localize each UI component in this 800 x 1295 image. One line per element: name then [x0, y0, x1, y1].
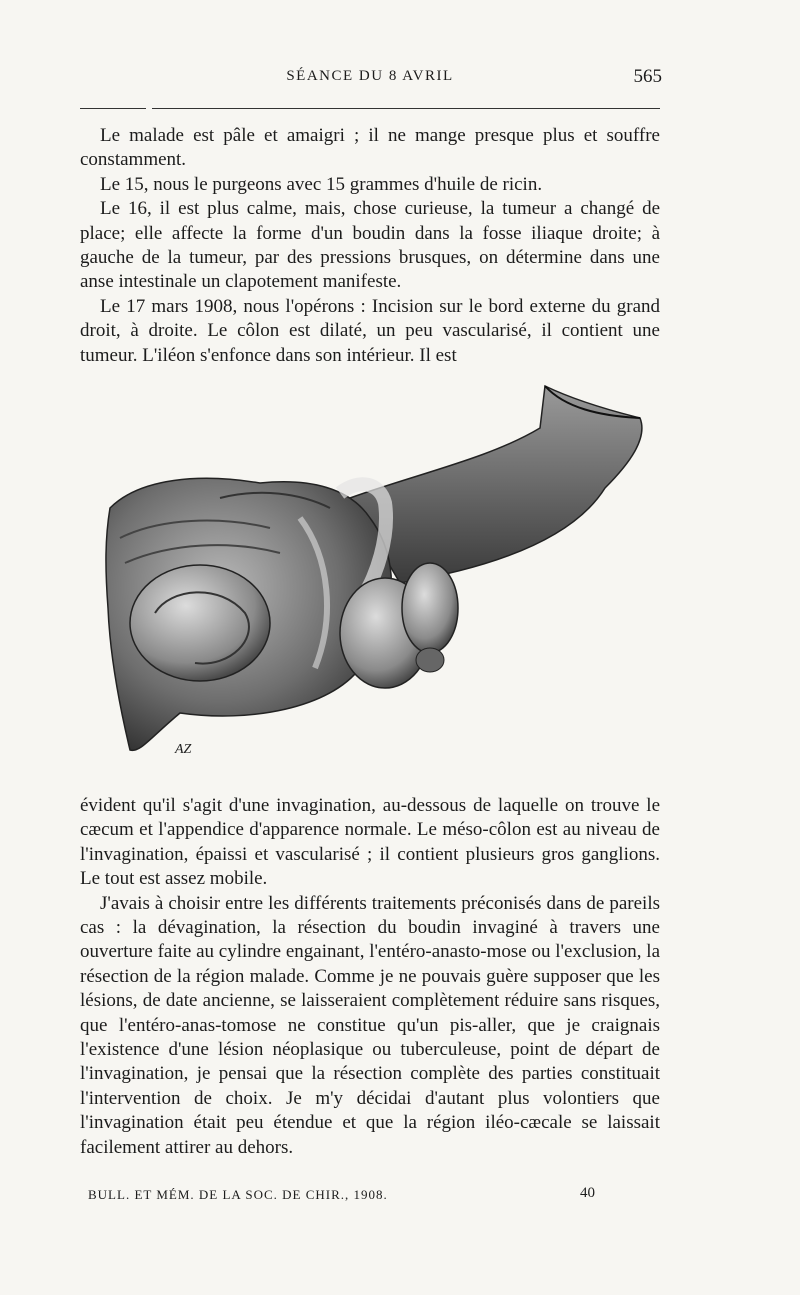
- running-head: [80, 66, 660, 90]
- page-number: 565: [633, 66, 662, 87]
- paragraph: Le malade est pâle et amaigri ; il ne mange presque plus et souffre constamment.: [80, 125, 660, 171]
- paragraph: Le 17 mars 1908, nous l'opérons : Incision sur le bord externe du grand droit, à droite. Le côlon est dilaté, un peu vascularisé, il contient une tumeur. L'iléon s'enfonce dans son intérieur. Il est: [80, 295, 660, 366]
- paragraph: évident qu'il s'agit d'une invagination, au-dessous de laquelle on trouve le cæcum et l'appendice d'apparence normale. Le méso-côlon est au niveau de l'invagination, épaissi et vascularisé ; il contient plusieurs gros ganglions. Le tout est assez mobile.: [80, 795, 660, 890]
- running-title: SÉANCE DU 8 AVRIL: [286, 68, 454, 84]
- paragraph: Le 16, il est plus calme, mais, chose curieuse, la tumeur a changé de place; elle affecte la forme d'un boudin dans la fosse iliaque droite; à gauche de la tumeur, par des pressions brusques, on détermine dans une anse intestinale un clapotement manifeste.: [80, 198, 660, 293]
- footer-signature-mark: 40: [580, 1185, 595, 1201]
- header-rule-left: [80, 108, 146, 109]
- paragraph: Le 15, nous le purgeons avec 15 grammes d'huile de ricin.: [100, 173, 543, 195]
- bottom-text-block: [80, 794, 660, 1160]
- paragraph: J'avais à choisir entre les différents traitements préconisés dans de pareils cas : la dévagination, la résection du boudin invaginé à travers une ouverture faite au cylindre engainant, l'entéro-anasto-mose ou l'exclusion, la résection de la région malade. Comme je ne pouvais guère supposer que les lésions, de date ancienne, se laisseraient complètement réduire sans risques, que l'entéro-anas-tomose ne constitue qu'un pis-aller, que je craignais l'existence d'une lésion néoplasique ou tuberculeuse, point de départ de l'invagination, je pensai que la résection complète des parties constituait l'intervention de choix. Je m'y décidai d'autant plus volontiers que l'invagination était peu étendue et que la région iléo-cæcale se laissait facilement attirer au dehors.: [80, 892, 660, 1158]
- top-text-block: [80, 124, 660, 368]
- footer: [80, 1185, 660, 1207]
- intestine-illustration-icon: [100, 378, 660, 773]
- artist-signature: AZ: [175, 742, 192, 757]
- footer-publication: BULL. ET MÉM. DE LA SOC. DE CHIR., 1908.: [88, 1187, 388, 1202]
- header-rule-right: [152, 108, 660, 109]
- figure-drawing: [100, 378, 660, 773]
